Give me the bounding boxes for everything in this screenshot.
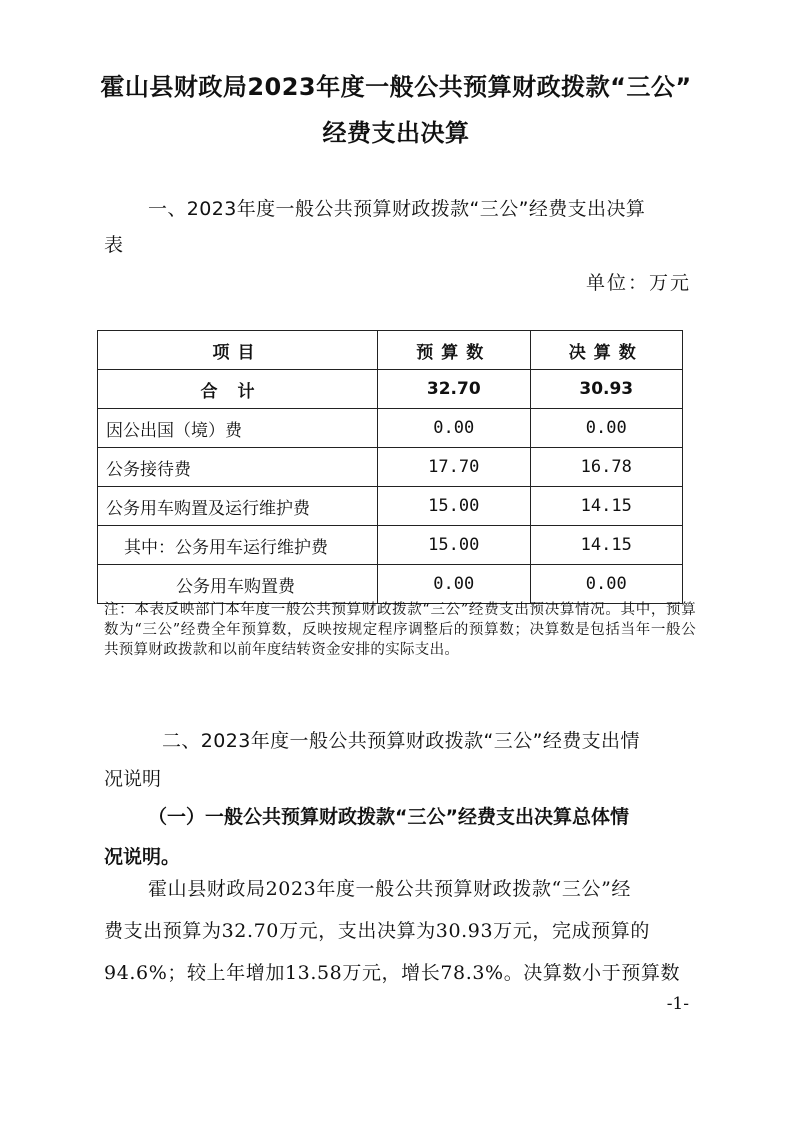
header-budget: 预算数 [378,331,530,370]
row-final: 0.00 [530,565,683,604]
row-item: 公务用车购置费 [98,565,378,604]
document-title-line2: 经费支出决算 [322,119,470,147]
row-item: 公务用车购置及运行维护费 [98,487,378,526]
unit-label: 单位：万元 [585,272,691,294]
document-title-line1: 霍山县财政局2023年度一般公共预算财政拨款“三公” [100,73,692,101]
row-budget: 17.70 [378,448,530,487]
section2-heading-cont: 况说明 [104,768,162,790]
row-budget: 0.00 [378,565,530,604]
row-final: 16.78 [530,448,683,487]
body-text-line: 费支出预算为32.70万元，支出决算为30.93万元，完成预算的 [104,920,650,942]
section1-heading-cont: 表 [104,234,124,256]
row-final: 14.15 [530,526,683,565]
row-budget: 15.00 [378,487,530,526]
table-row [98,565,683,604]
table-row [98,526,683,565]
table-header-row [98,331,683,370]
body-text-line: 94.6%；较上年增加13.58万元，增长78.3%。决算数小于预算数 [104,962,681,984]
body-text-line: 霍山县财政局2023年度一般公共预算财政拨款“三公”经 [148,878,631,900]
table-total-row [98,370,683,409]
row-item: 因公出国（境）费 [98,409,378,448]
subsection-heading-cont: 况说明。 [104,846,181,868]
total-final: 30.93 [530,370,683,409]
page-number: -1- [666,994,689,1014]
table-row [98,487,683,526]
section2-heading: 二、2023年度一般公共预算财政拨款“三公”经费支出情 [162,730,640,752]
expense-table [97,330,683,604]
subsection-heading: （一）一般公共预算财政拨款“三公”经费支出决算总体情 [148,806,629,828]
table-row [98,448,683,487]
row-item: 其中：公务用车运行维护费 [98,526,378,565]
header-final: 决算数 [530,331,683,370]
row-budget: 0.00 [378,409,530,448]
row-budget: 15.00 [378,526,530,565]
total-label: 合计 [98,370,378,409]
header-item: 项目 [98,331,378,370]
section1-heading: 一、2023年度一般公共预算财政拨款“三公”经费支出决算 [148,198,646,220]
row-item: 公务接待费 [98,448,378,487]
row-final: 0.00 [530,409,683,448]
table-row [98,409,683,448]
row-final: 14.15 [530,487,683,526]
table-note: 注：本表反映部门本年度一般公共预算财政拨款“三公”经费支出预决算情况。其中，预算数为“三公”经费全年预算数，反映按规定程序调整后的预算数；决算数是包括当年一般公共预算财政拨款和以前年度结转资金安排的实际支出。 [104,602,696,658]
total-budget: 32.70 [378,370,530,409]
